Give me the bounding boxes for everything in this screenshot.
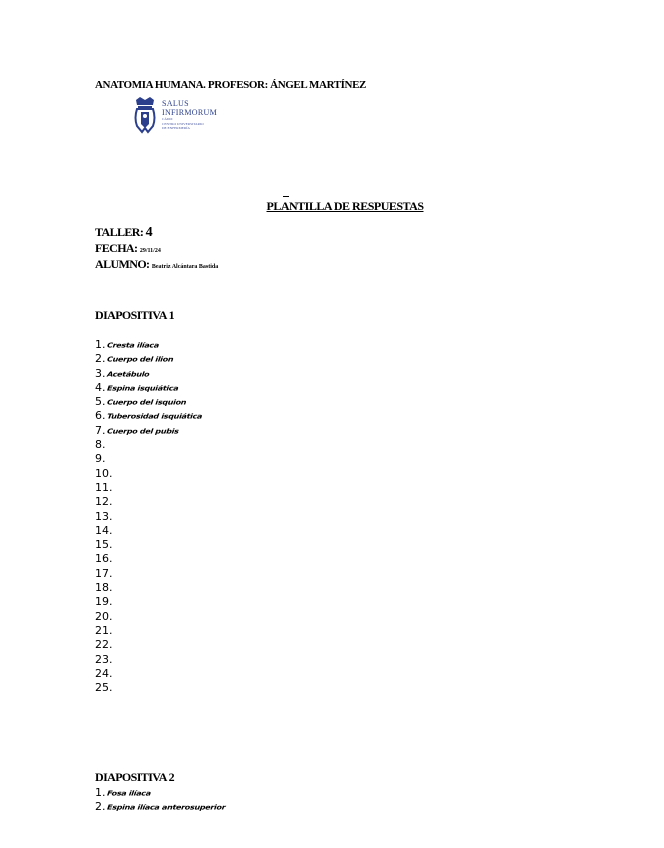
slide-2-answer-list — [95, 786, 225, 815]
answer-row — [95, 438, 202, 452]
answer-number: 14. — [95, 523, 113, 537]
answer-row — [95, 800, 225, 814]
fecha-label: FECHA: — [95, 241, 138, 255]
answer-number: 21. — [95, 623, 113, 637]
handwritten-answer: Acetábulo — [106, 370, 150, 379]
course-header: ANATOMIA HUMANA. PROFESOR: ÁNGEL MARTÍNEZ — [95, 79, 366, 91]
answer-number: 20. — [95, 609, 113, 623]
answer-number: 17. — [95, 566, 113, 580]
answer-row — [95, 452, 202, 466]
answer-row — [95, 481, 202, 495]
shield-crest-icon — [130, 96, 160, 136]
answer-number: 3. — [95, 366, 106, 380]
answer-row — [95, 610, 202, 624]
answer-row — [95, 653, 202, 667]
slide-2-title: DIAPOSITIVA 2 — [95, 770, 175, 784]
answer-number: 24. — [95, 666, 113, 680]
answer-row — [95, 338, 202, 352]
answer-number: 1. — [95, 786, 106, 799]
alumno-label: ALUMNO: — [95, 257, 150, 271]
logo-line-3: CÁDIZ — [162, 117, 173, 121]
alumno-value: Beatriz Alcántara Bastida — [151, 264, 219, 270]
answer-row — [95, 381, 202, 395]
answer-number: 8. — [95, 438, 106, 452]
answer-number: 11. — [95, 480, 113, 494]
answer-row — [95, 409, 202, 423]
answer-number: 16. — [95, 552, 113, 566]
answer-number: 25. — [95, 681, 113, 695]
fecha-field — [95, 241, 161, 256]
answer-row — [95, 567, 202, 581]
slide-1-answer-list — [95, 338, 202, 695]
answer-row — [95, 395, 202, 409]
document-title: PLANTILLA DE RESPUESTAS — [266, 199, 424, 213]
fecha-value: 29/11/24 — [139, 248, 161, 254]
answer-row — [95, 352, 202, 366]
slide-1-title: DIAPOSITIVA 1 — [95, 308, 175, 322]
answer-row — [95, 367, 202, 381]
answer-row — [95, 424, 202, 438]
logo-text — [162, 99, 217, 131]
handwritten-answer: Cuerpo del isquion — [106, 398, 187, 407]
answer-row — [95, 552, 202, 566]
answer-row — [95, 595, 202, 609]
answer-number: 23. — [95, 652, 113, 666]
answer-number: 10. — [95, 466, 113, 480]
answer-number: 15. — [95, 538, 113, 552]
answer-number: 18. — [95, 581, 113, 595]
handwritten-answer: Cuerpo del ilion — [106, 356, 174, 364]
answer-row — [95, 495, 202, 509]
answer-number: 7. — [95, 423, 106, 437]
answer-number: 22. — [95, 638, 113, 652]
logo-line-4: CENTRO UNIVERSITARIO — [162, 121, 204, 126]
taller-field — [95, 225, 152, 241]
answer-number: 9. — [95, 452, 106, 466]
alumno-field — [95, 257, 218, 272]
taller-label: TALLER: — [95, 225, 144, 239]
answer-row — [95, 624, 202, 638]
handwritten-answer: Espina ilíaca anterosuperior — [106, 804, 226, 812]
answer-row — [95, 467, 202, 481]
answer-number: 4. — [95, 380, 106, 394]
taller-value: 4 — [145, 225, 153, 240]
answer-number: 6. — [95, 409, 106, 423]
answer-row — [95, 538, 202, 552]
answer-number: 2. — [95, 352, 106, 366]
handwritten-answer: Espina isquiática — [106, 384, 179, 393]
answer-number: 2. — [95, 800, 106, 814]
logo-line-1: SALUS — [162, 99, 189, 108]
answer-number: 13. — [95, 509, 113, 523]
answer-number: 5. — [95, 395, 106, 409]
answer-number: 12. — [95, 495, 113, 509]
handwritten-answer: Tuberosidad isquiática — [106, 413, 202, 421]
handwritten-answer: Cuerpo del pubis — [106, 427, 179, 436]
logo-line-2: INFIRMORUM — [162, 108, 218, 117]
logo-line-5: DE ENFERMERÍA — [162, 126, 190, 130]
answer-row — [95, 786, 225, 800]
handwritten-answer: Cresta ilíaca — [106, 341, 159, 350]
answer-row — [95, 510, 202, 524]
answer-number: 19. — [95, 595, 113, 609]
answer-number: 1. — [95, 338, 106, 351]
answer-row — [95, 667, 202, 681]
answer-row — [95, 524, 202, 538]
title-mark — [283, 196, 289, 197]
answer-row — [95, 681, 202, 695]
institution-logo — [130, 96, 220, 136]
answer-row — [95, 581, 202, 595]
handwritten-answer: Fosa ilíaca — [106, 789, 151, 798]
answer-row — [95, 638, 202, 652]
